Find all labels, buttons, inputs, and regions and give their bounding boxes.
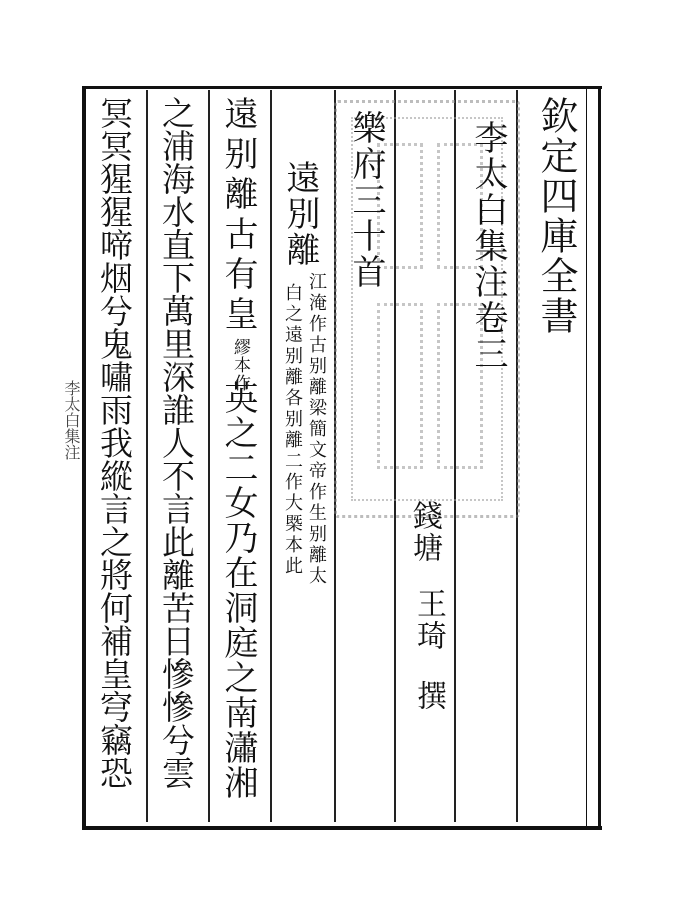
poem-text-line: 之浦海水直下萬里深誰人不言此離苦日慘慘兮雲 [157, 96, 196, 789]
column-divider [146, 90, 148, 822]
poem-title: 遠別離 [280, 160, 320, 268]
column-divider [208, 90, 210, 822]
poem-title-column [276, 160, 332, 587]
frame-right-outer-border [586, 86, 587, 830]
book-title: 李太白集注卷三 [468, 120, 508, 372]
annotation-block [276, 272, 332, 587]
poem-text-column-4 [90, 96, 142, 789]
section-title-column [342, 110, 394, 290]
book-title-column [464, 120, 516, 372]
poem-text-column-2 [214, 380, 266, 800]
edge-note: 李太白集注 [62, 380, 81, 460]
author-column [402, 500, 454, 712]
inline-note: 繆本作 [230, 338, 250, 392]
frame-right-border [598, 86, 601, 830]
frame-top-border [82, 86, 602, 89]
author-place: 錢塘 [407, 500, 442, 564]
author-role: 撰 [411, 680, 446, 712]
annotation-line-right: 江淹作古别離梁簡文帝作生别離太 [306, 272, 327, 587]
header-column [530, 96, 582, 336]
header-title: 欽定四庫全書 [534, 96, 578, 336]
seal-glyph-mark [377, 303, 423, 469]
poem-text-line: 冥冥猩猩啼烟兮鬼嘯雨我縱言之將何補皇穹竊恐 [95, 96, 134, 789]
annotation-line-left: 白之遠别離各别離二作大槩本此 [282, 282, 303, 577]
section-title: 樂府三十首 [346, 110, 386, 290]
poem-text-line: 英之二女乃在洞庭之南瀟湘 [218, 380, 258, 800]
column-divider [270, 90, 272, 822]
poem-text-column-1 [214, 96, 266, 394]
author-name: 王琦 [411, 588, 446, 652]
poem-text-line: 遠别離古有皇 [218, 96, 258, 336]
poem-text-column-3 [152, 96, 204, 789]
frame-bottom-border [82, 826, 602, 830]
